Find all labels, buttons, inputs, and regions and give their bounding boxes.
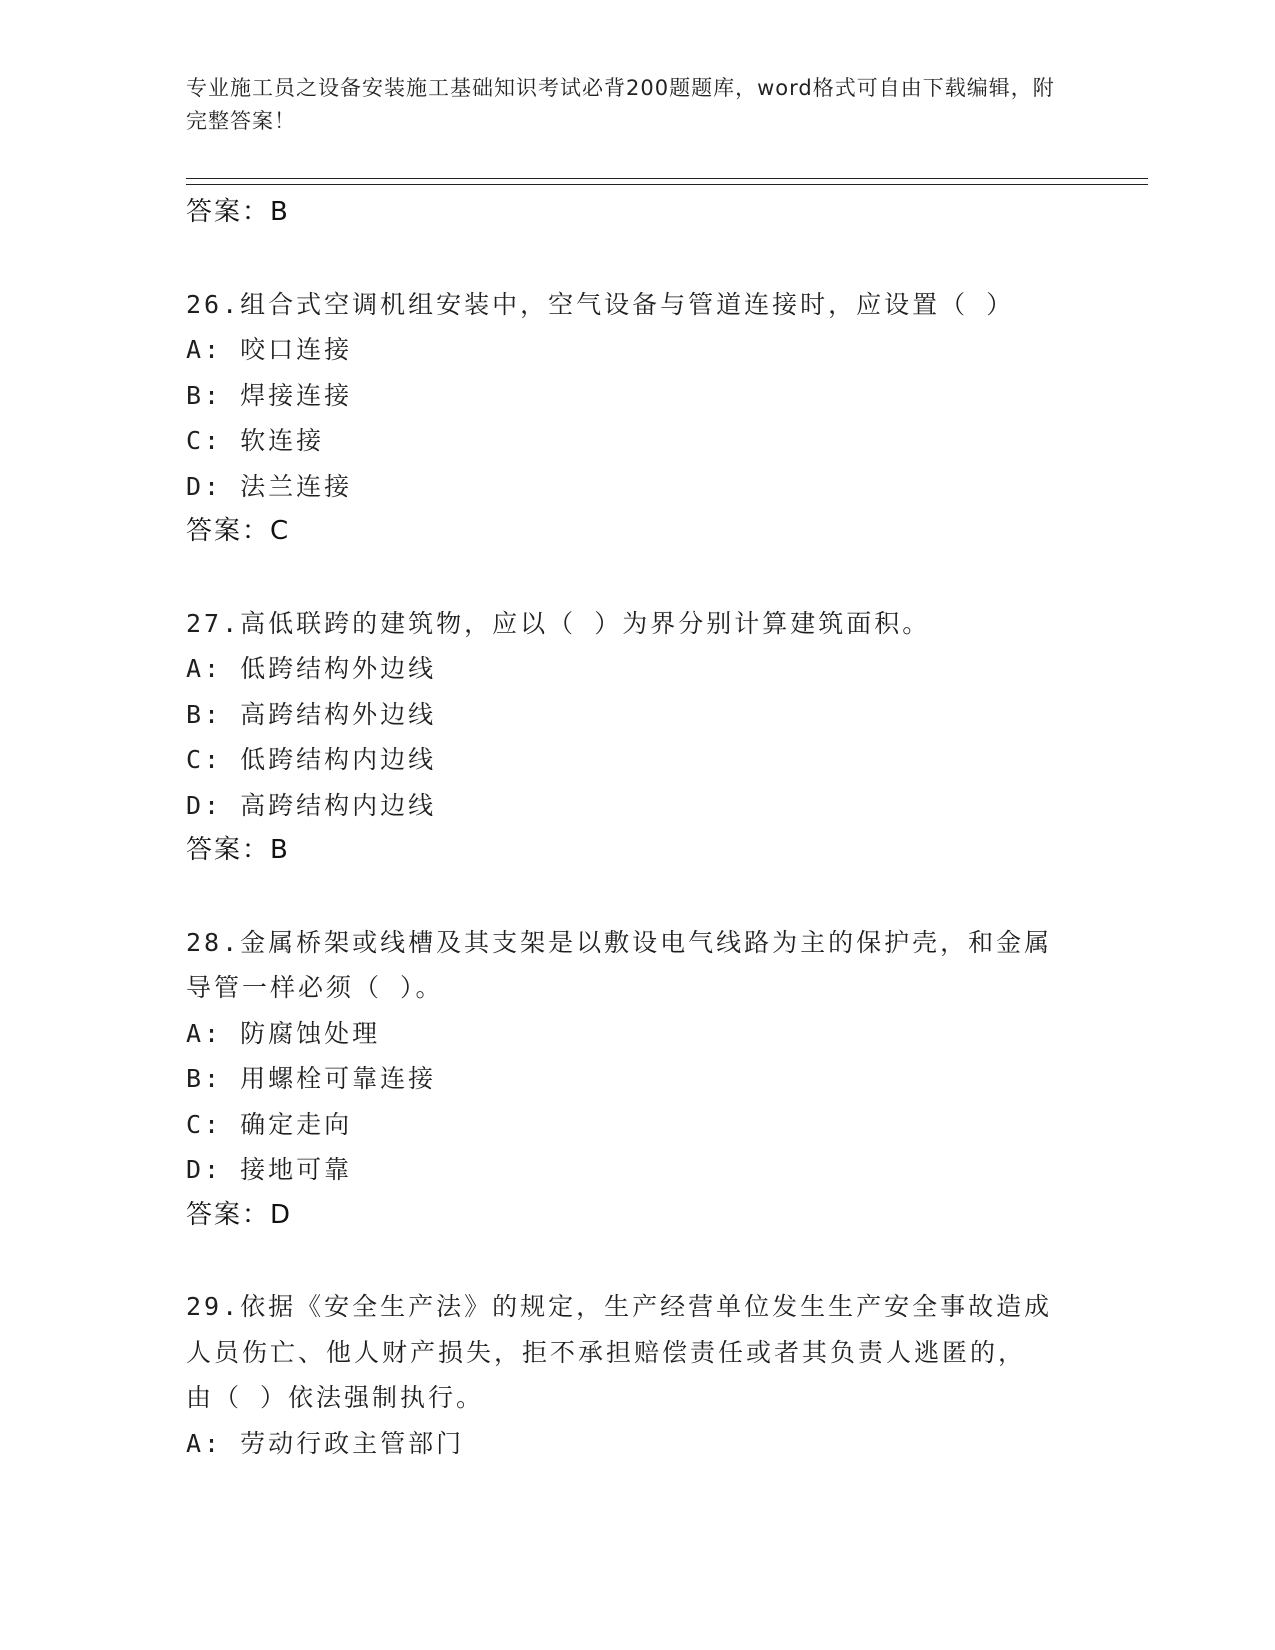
answer-line: 答案：B — [186, 197, 290, 227]
header-divider-top — [186, 178, 1148, 179]
option-b: B: 高跨结构外边线 — [186, 699, 437, 729]
option-b: B: 焊接连接 — [186, 380, 353, 410]
spacer — [186, 236, 1086, 282]
spacer — [186, 874, 1086, 920]
option-a: A: 咬口连接 — [186, 335, 353, 364]
question-text-continued: 由（ ）依法强制执行。 — [186, 1383, 485, 1412]
option-a: A: 防腐蚀处理 — [186, 1018, 381, 1048]
question-28 — [186, 920, 1086, 1239]
spacer — [186, 1238, 1086, 1284]
option-b: B: 用螺栓可靠连接 — [186, 1064, 437, 1093]
question-text: 29.依据《安全生产法》的规定，生产经营单位发生生产安全事故造成 — [186, 1292, 1053, 1321]
option-a: A: 劳动行政主管部门 — [186, 1428, 465, 1458]
option-c: C: 确定走向 — [186, 1109, 353, 1139]
question-27 — [186, 601, 1086, 874]
question-text-continued: 导管一样必须（ ）。 — [186, 973, 444, 1002]
option-c: C: 低跨结构内边线 — [186, 745, 437, 774]
question-text: 27.高低联跨的建筑物，应以（ ）为界分别计算建筑面积。 — [186, 608, 931, 638]
option-a: A: 低跨结构外边线 — [186, 654, 437, 683]
header-divider-bottom — [186, 184, 1148, 185]
option-d: D: 法兰连接 — [186, 471, 353, 501]
question-text-continued: 人员伤亡、他人财产损失，拒不承担赔偿责任或者其负责人逃匿的， — [186, 1337, 1027, 1367]
option-d: D: 接地可靠 — [186, 1155, 353, 1184]
spacer — [186, 555, 1086, 601]
option-c: C: 软连接 — [186, 426, 325, 455]
question-29 — [186, 1284, 1086, 1466]
document-body — [186, 190, 1086, 1466]
question-26 — [186, 282, 1086, 555]
option-d: D: 高跨结构内边线 — [186, 790, 437, 820]
question-text: 28.金属桥架或线槽及其支架是以敷设电气线路为主的保护壳，和金属 — [186, 927, 1053, 957]
answer-line: 答案：B — [186, 835, 290, 865]
answer-line: 答案：C — [186, 516, 291, 546]
question-text: 26.组合式空调机组安装中，空气设备与管道连接时，应设置（ ） — [186, 289, 1015, 319]
document-header-title: 专业施工员之设备安装施工基础知识考试必背200题题库，word格式可自由下载编辑，附完整答案！ — [186, 76, 1055, 133]
answer-line: 答案：D — [186, 1199, 293, 1230]
